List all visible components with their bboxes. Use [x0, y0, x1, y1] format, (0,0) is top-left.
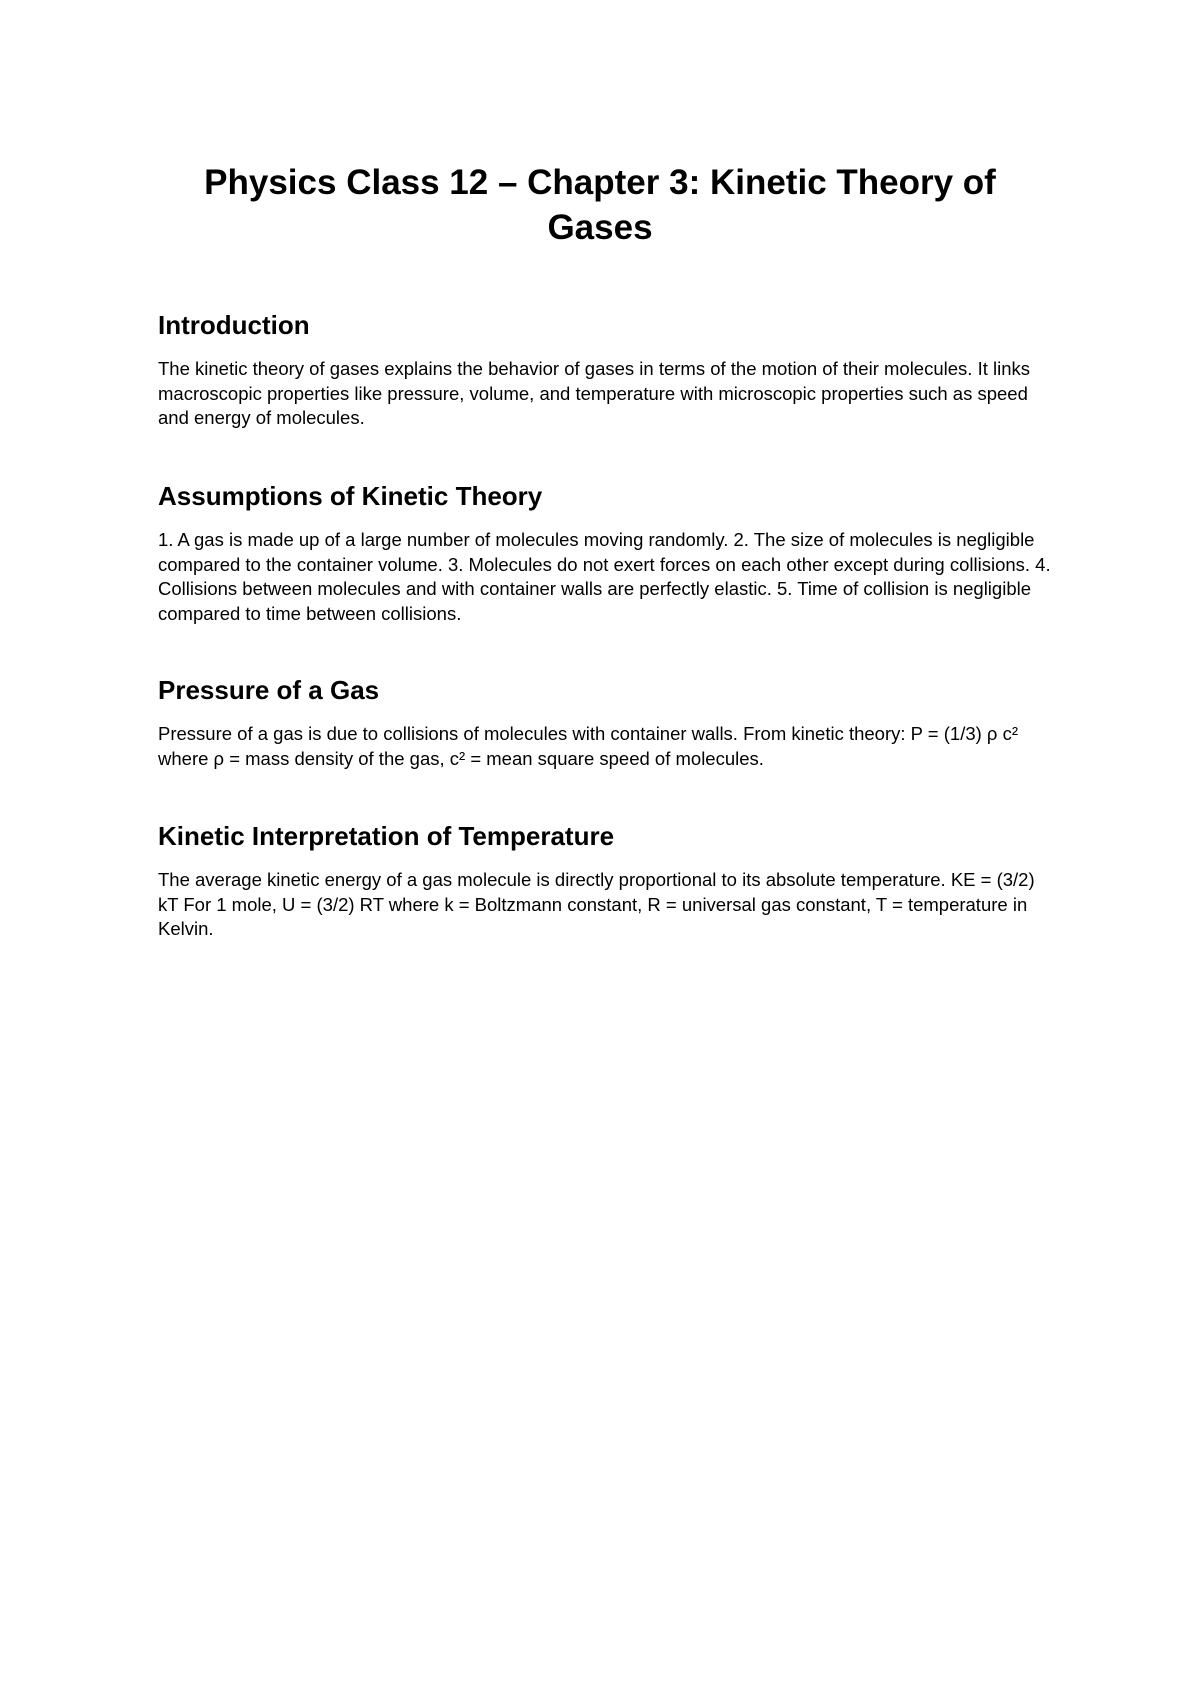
section-heading-pressure: Pressure of a Gas [158, 675, 380, 705]
section-body-introduction: The kinetic theory of gases explains the behavior of gases in terms of the motion of their molecules. It links macroscopic properties like pressure, volume, and temperature with microscopic properties such as speed and energy of molecules. [158, 358, 1030, 428]
section-body-pressure: Pressure of a gas is due to collisions of molecules with container walls. From kinetic theory: P = (1/3) ρ c² where ρ = mass density of the gas, c² = mean square speed of molecules. [158, 723, 1018, 769]
section-heading-temperature: Kinetic Interpretation of Temperature [158, 821, 615, 851]
document-title: Physics Class 12 – Chapter 3: Kinetic Theory of Gases [204, 163, 996, 247]
section-heading-introduction: Introduction [158, 310, 310, 340]
section-body-temperature: The average kinetic energy of a gas molecule is directly proportional to its absolute temperature. KE = (3/2) kT For 1 mole, U = (3/2) RT where k = Boltzmann constant, R = universal gas constant, T = temperature in Kelvin. [158, 869, 1035, 939]
section-body-assumptions: 1. A gas is made up of a large number of molecules moving randomly. 2. The size of molecules is negligible compared to the container volume. 3. Molecules do not exert forces on each other except during collisions. 4. Collisions between molecules and with container walls are perfectly elastic. 5. Time of collision is negligible compared to time between collisions. [158, 529, 1051, 624]
section-heading-assumptions: Assumptions of Kinetic Theory [158, 481, 543, 511]
